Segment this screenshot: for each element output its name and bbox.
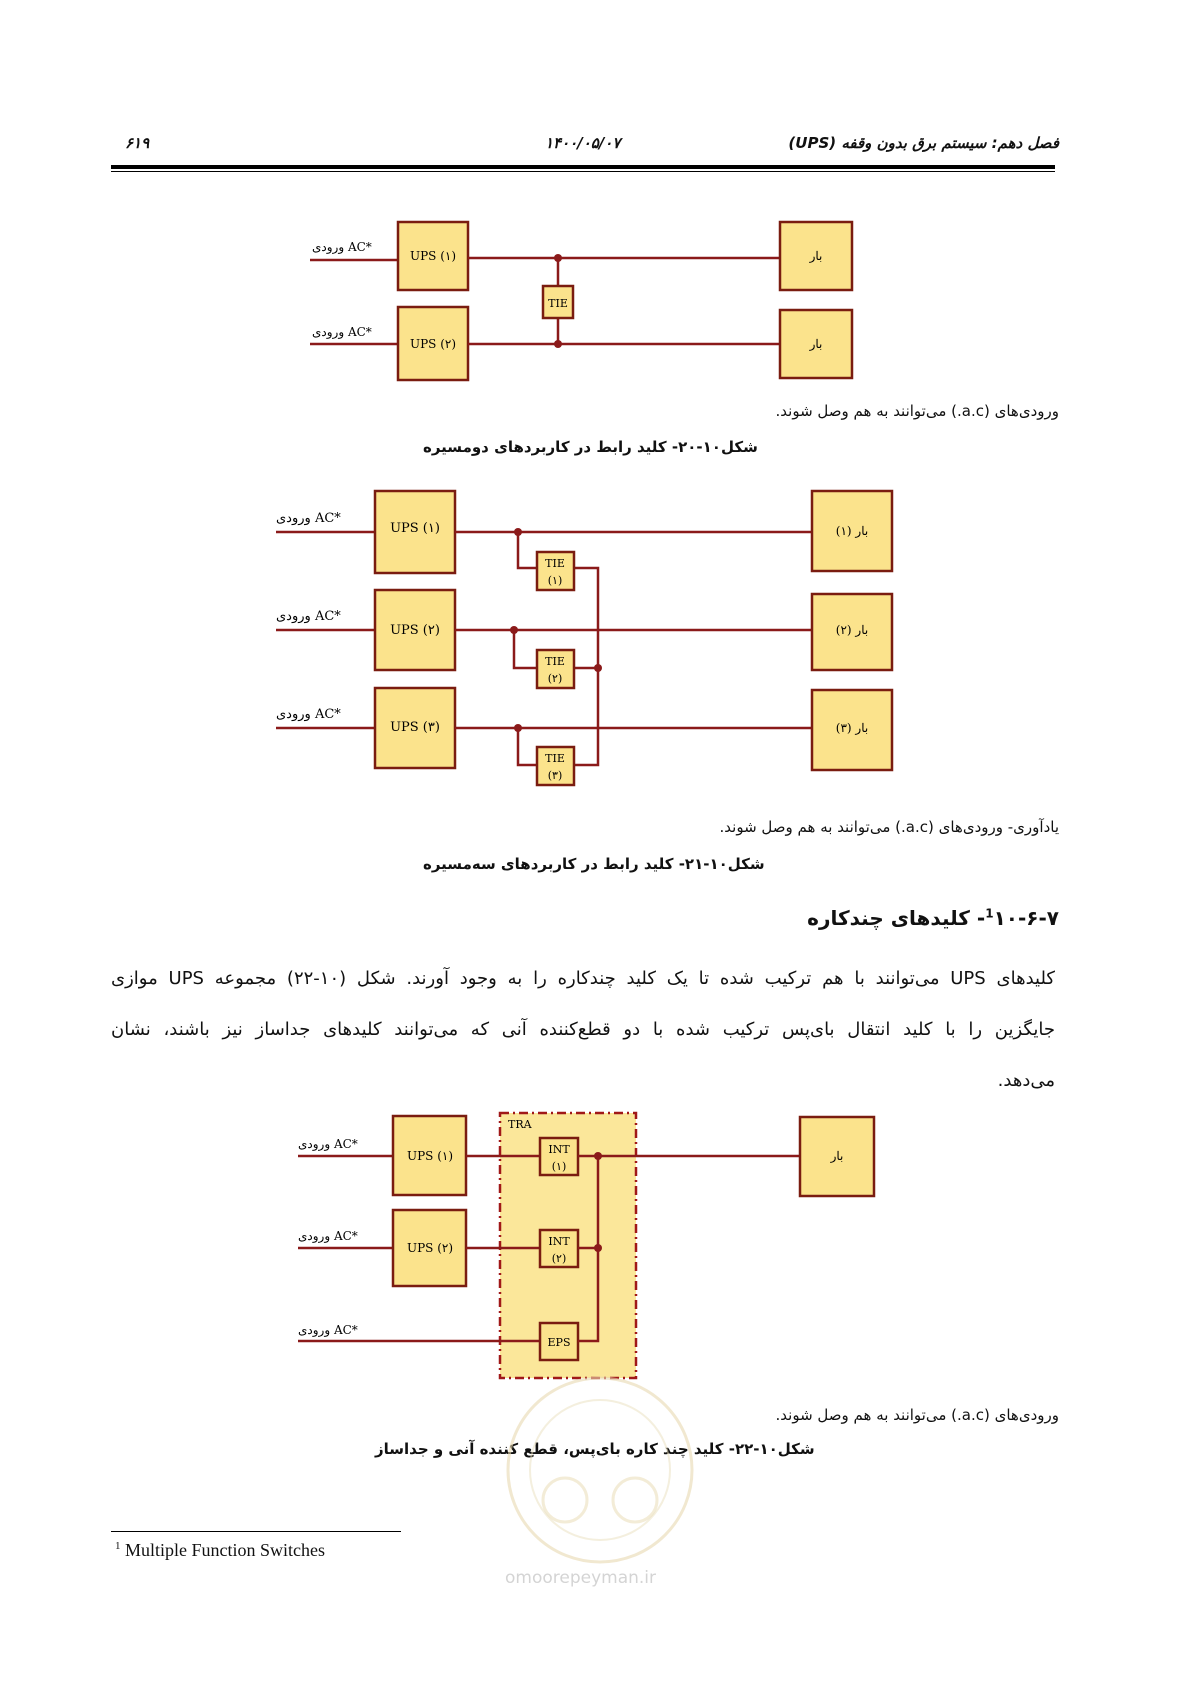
tra-label: TRA [508,1118,532,1131]
junction-dot [554,340,562,348]
ups-label: UPS (۲) [390,623,440,638]
section-heading-text: ۱۰-۶-۷- کلیدهای چندکاره [807,906,1059,930]
tie-wire [518,728,537,765]
footnote-number: 1 [115,1540,121,1552]
figure-20-note: ورودی‌های (a.c.) می‌توانند به هم وصل شوند. [775,402,1059,420]
junction-dot [514,724,522,732]
ac-input-label: ورودی AC* [298,1137,358,1151]
tie-label: TIE [548,297,568,310]
load-label: بار [809,337,823,351]
load-label: بار (۲) [835,623,869,637]
load-label: بار [809,249,823,263]
ups-label: UPS (۱) [406,1149,454,1163]
ac-input-label: ورودی AC* [276,707,341,722]
figure-22-diagram [298,1113,874,1378]
ac-input-label: ورودی AC* [276,609,341,624]
load-label: بار [830,1149,844,1163]
load-label: بار (۱) [835,524,869,538]
junction-dot [594,1152,602,1160]
ac-input-label: ورودی AC* [298,1229,358,1243]
footnote-ref: 1 [985,906,994,921]
tie-wire [518,532,537,568]
figure-21-note: یادآوری- ورودی‌های (a.c.) می‌توانند به هم وصل شوند. [719,818,1059,836]
load-label: بار (۳) [835,721,869,735]
footnote-text: Multiple Function Switches [125,1540,325,1560]
junction-dot [510,626,518,634]
ac-input-label: ورودی AC* [312,240,372,254]
junction-dot [594,1244,602,1252]
ac-input-label: ورودی AC* [312,325,372,339]
watermark-site: omoorepeyman.ir [505,1568,657,1588]
tie-label: TIE [545,655,565,668]
tie-number: (۲) [547,672,563,685]
ups-label: UPS (۳) [390,720,440,735]
eps-label: EPS [547,1336,571,1349]
section-heading [807,906,1059,930]
tie-number: (۱) [547,574,563,587]
tie-number: (۳) [547,769,563,782]
ups-label: UPS (۲) [406,1241,454,1255]
int-number: (۲) [551,1252,567,1265]
ups-label: UPS (۱) [390,521,440,536]
paragraph-line: کلیدهای UPS می‌توانند با هم ترکیب شده تا یک کلید چندکاره را به وجود آورند. شکل (۱۰-۲۲) مجموعه UPS موازی [111,968,1055,989]
watermark-seal-icon [470,1370,730,1570]
page-number: ۶۱۹ [125,134,150,152]
figure-21-caption: شکل۱۰-۲۱- کلید رابط در کاربردهای سه‌مسیره [423,855,765,873]
tie-wire [514,630,537,668]
tie-label: TIE [545,752,565,765]
junction-dot [554,254,562,262]
ac-input-label: ورودی AC* [276,511,341,526]
ac-input-label: ورودی AC* [298,1323,358,1337]
header-date: ۱۴۰۰/۰۵/۰۷ [545,134,621,152]
figure-22-note: ورودی‌های (a.c.) می‌توانند به هم وصل شوند. [775,1406,1059,1424]
junction-dot [514,528,522,536]
chapter-title: فصل دهم: سیستم برق بدون وقفه (UPS) [788,134,1059,152]
ups-label: UPS (۲) [409,337,457,351]
figure-20-caption: شکل۱۰-۲۰- کلید رابط در کاربردهای دومسیره [423,438,758,456]
paragraph-line: جایگزین را با کلید انتقال بای‌پس ترکیب شده با دو قطع‌کننده آنی که می‌توانند کلیدهای جداساز نیز باشند، نشان [111,1019,1055,1040]
ups-label: UPS (۱) [409,249,457,263]
junction-dot [594,664,602,672]
figure-21-diagram [276,491,892,785]
int-label: INT [548,1143,570,1156]
figure-20-diagram [310,222,852,380]
figure-22-caption: شکل۱۰-۲۲- کلید چند کاره بای‌پس، قطع کننده آنی و جداساز [375,1440,815,1458]
int-label: INT [548,1235,570,1248]
paragraph-line: می‌دهد. [997,1070,1055,1091]
footnote-rule [111,1531,401,1532]
int-number: (۱) [551,1160,567,1173]
footnote [115,1540,325,1561]
tie-label: TIE [545,557,565,570]
